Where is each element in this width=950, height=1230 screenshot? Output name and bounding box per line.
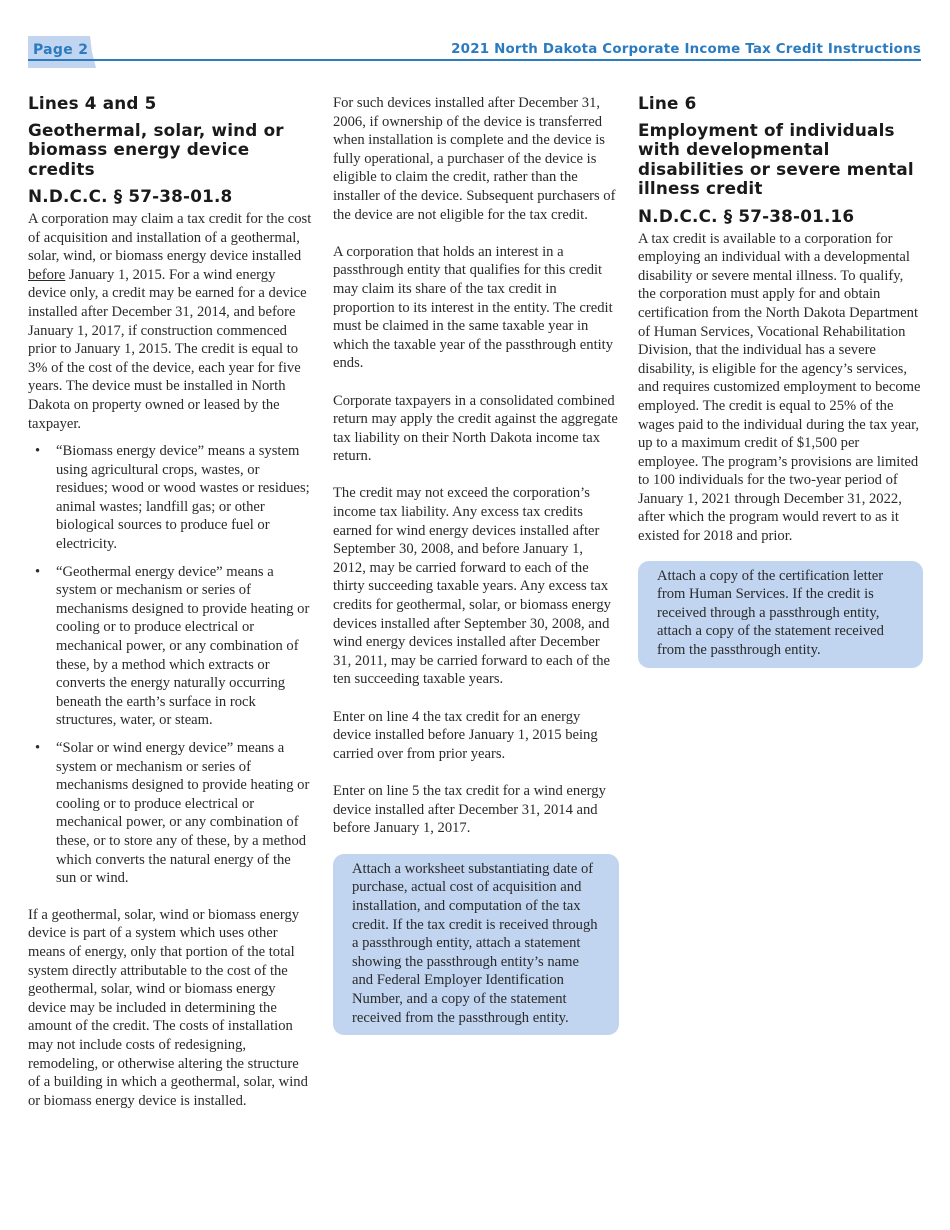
header-rule xyxy=(28,59,921,61)
paragraph: The credit may not exceed the corporation’s income tax liability. Any excess tax credits earned for wind energy devices installed after September 30, 2008, and before January 1, 2012, may be carried forward to each of the thirty succeeding taxable years. Any excess tax credits for geothermal, solar, or biomass energy devices installed after September 30, 2008, and wind energy devices installed after December 31, 2011, may be carried forward to each of the ten succeeding taxable years. xyxy=(333,485,611,688)
intro-paragraph: A corporation may claim a tax credit for the cost of acquisition and installation of a geothermal, solar, wind, or biomass energy device installed before January 1, 2015. For a wind energy device only, a credit may be earned for a device installed after December 31, 2014, and before January 1, 2017, if construction commenced prior to January 1, 2015. The credit is equal to 3% of the cost of the device, each year for five years. The device must be installed in North Dakota on property owned or leased by the taxpayer. xyxy=(28,210,312,432)
underlined-word: before xyxy=(28,266,66,283)
bullet-icon: • xyxy=(35,563,41,580)
list-item: • “Geothermal energy device” means a system or mechanism or series of mechanisms designed to provide heating or cooling or to produce electrical or mechanical power, or any combination of these, by a method which extracts or converts the energy naturally occurring beneath the earth’s surface in rock structures, water, or steam. xyxy=(35,563,310,729)
paragraph: A corporation that holds an interest in a passthrough entity that qualifies for this credit may claim its share of the tax credit in proportion to its interest in the entity. The credit must be claimed in the same taxable year in which the taxable year of the passthrough entity ends. xyxy=(333,243,614,372)
paragraph: Enter on line 4 the tax credit for an energy device installed before January 1, 2015 being carried over from prior years. xyxy=(333,708,598,762)
bullet-icon: • xyxy=(35,740,41,756)
statute-citation: N.D.C.C. § 57-38-01.8 xyxy=(28,186,233,207)
definitions-list xyxy=(28,442,314,888)
column-line-6 xyxy=(638,94,923,668)
attachment-note xyxy=(638,561,923,668)
section-title: Geothermal, solar, wind or biomass energy device credits xyxy=(28,119,284,179)
paragraph: For such devices installed after December 31, 2006, if ownership of the device is transferred when installation is complete and the device is fully operational, a purchaser of the device is eligible to claim the credit, rather than the installer of the device. Subsequent purchasers of the device are not eligible for the tax credit. xyxy=(333,95,616,223)
bullet-icon: • xyxy=(35,443,41,460)
statute-citation: N.D.C.C. § 57-38-01.16 xyxy=(638,205,855,226)
paragraph: Corporate taxpayers in a consolidated combined return may apply the credit against the aggregate tax liability on their North Dakota income tax return. xyxy=(333,392,618,465)
section-line-label: Line 6 xyxy=(638,93,697,113)
page-number: Page 2 xyxy=(33,42,89,58)
section-line-label: Lines 4 and 5 xyxy=(28,93,157,113)
closing-paragraph: If a geothermal, solar, wind or biomass energy device is part of a system which uses other means of energy, only that portion of the total system directly attributable to the cost of the geothermal, solar, wind or biomass energy device may be included in determining the amount of the credit. The costs of installation may not include costs of redesigning, remodeling, or otherwise altering the structure of a building in which a geothermal, solar, wind or biomass energy device is installed. xyxy=(28,906,308,1109)
column-lines-4-5 xyxy=(28,94,314,1110)
note-text: Attach a copy of the certification letter from Human Services. If the credit is received through a passthrough entity, attach a copy of the statement received from the passthrough entity. xyxy=(657,567,884,659)
paragraph: Enter on line 5 the tax credit for a wind energy device installed after December 31, 2014 and before January 1, 2017. xyxy=(333,782,606,837)
list-item: • “Biomass energy device” means a system using agricultural crops, wastes, or residues; wood or wood wastes or residues; animal wastes; landfill gas; or other biological sources to produce fuel or electricity. xyxy=(35,443,310,553)
section-title: Employment of individuals with developmental disabilities or severe mental illness credit xyxy=(638,119,914,199)
body-paragraph: A tax credit is available to a corporation for employing an individual with a developmental disability or severe mental illness. To qualify, the corporation must apply for and obtain certification from the North Dakota Department of Human Services, Vocational Rehabilitation Division, that the individual has a severe disability, is eligible for the agency’s services, and requires customized employment to become employed. The credit is equal to 25% of the wages paid to the individual during the tax year, up to a maximum credit of $1,500 per employee. The program’s provisions are limited to 100 individuals for the two-year period of January 1, 2021 through December 31, 2022, after which the program would revert to as it existed for 2018 and prior. xyxy=(638,230,921,545)
column-lines-4-5-continued xyxy=(333,94,619,1035)
document-title: 2021 North Dakota Corporate Income Tax Credit Instructions xyxy=(451,42,921,57)
attachment-note xyxy=(333,854,619,1035)
note-text: Attach a worksheet substantiating date of purchase, actual cost of acquisition and installation, and computation of the tax credit. If the tax credit is received through a passthrough entity, attach a statement showing the passthrough entity’s name and Federal Employer Identification Number, and a copy of the statement received from the passthrough entity. xyxy=(352,860,598,1026)
list-item: • “Solar or wind energy device” means a system or mechanism or series of mechanisms designed to provide heating or cooling or to produce electrical or mechanical power, or any combination of these, or to store any of these, by a method which converts the natural energy of the sun or wind. xyxy=(35,740,310,887)
